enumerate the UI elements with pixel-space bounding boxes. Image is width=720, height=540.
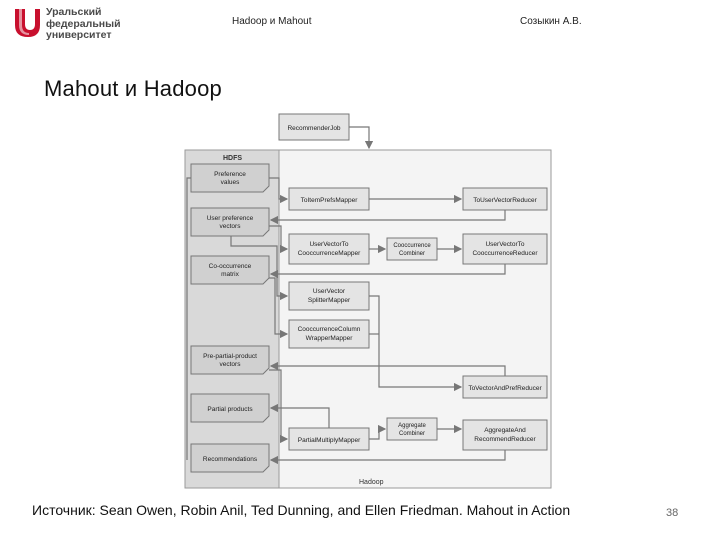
to-vector-and-pref-reducer-box (463, 376, 547, 398)
box-label: CooccurrenceColumn (297, 326, 361, 333)
to-item-prefs-mapper-box (289, 188, 369, 210)
hdfs-file-label: vectors (219, 361, 241, 368)
to-user-vector-reducer-box (463, 188, 547, 210)
hdfs-file-label: Pre-partial-product (203, 353, 257, 360)
hadoop-label: Hadoop (359, 479, 384, 486)
hdfs-file-label: vectors (219, 223, 241, 230)
box-label: Combiner (398, 431, 426, 437)
mahout-hadoop-diagram (183, 110, 553, 490)
box-label: PartialMultiplyMapper (297, 437, 361, 444)
university-logo (10, 6, 130, 42)
aggregate-combiner-box (387, 418, 437, 440)
box-label: UserVectorTo (485, 241, 525, 248)
source-citation: Источник: Sean Owen, Robin Anil, Ted Dunning, and Ellen Friedman. Mahout in Action (32, 502, 571, 518)
box-label: CooccurrenceReducer (472, 250, 538, 257)
header-author: Созыкин А.В. (520, 16, 582, 27)
header-course-title: Hadoop и Mahout (232, 16, 312, 27)
user-vector-to-cooccurrence-mapper-box (289, 234, 369, 264)
box-label: CooccurrenceMapper (297, 250, 361, 257)
partial-multiply-mapper-box (289, 428, 369, 450)
logo-line-2: федеральный (46, 17, 121, 30)
recommender-job-label: RecommenderJob (287, 125, 341, 132)
box-label: UserVectorTo (309, 241, 349, 248)
box-label: Cooccurrence (393, 243, 431, 249)
hdfs-file-preference-values (191, 164, 269, 192)
hdfs-file-partial-products (191, 394, 269, 422)
box-label: ToUserVectorReducer (473, 197, 537, 204)
cooccurrence-combiner-box (387, 238, 437, 260)
box-label: Aggregate (398, 423, 426, 429)
aggregate-and-recommend-reducer-box (463, 420, 547, 450)
hdfs-panel (185, 150, 279, 488)
logo-line-1: Уральский (46, 6, 102, 18)
hdfs-file-recommendations (191, 444, 269, 472)
hdfs-file-label: User preference (206, 215, 254, 222)
slide-title: Mahout и Hadoop (44, 76, 222, 101)
hdfs-file-label: matrix (221, 271, 239, 278)
hdfs-label: HDFS (223, 155, 243, 162)
hdfs-file-user-preference-vectors (191, 208, 269, 236)
hdfs-file-cooccurrence-matrix (191, 256, 269, 284)
logo-line-3: университет (46, 29, 112, 41)
user-vector-to-cooccurrence-reducer-box (463, 234, 547, 264)
hdfs-file-pre-partial-product-vectors (191, 346, 269, 374)
box-label: SplitterMapper (307, 297, 351, 304)
box-label: Combiner (398, 251, 426, 257)
box-label: ToItemPrefsMapper (300, 197, 358, 204)
hdfs-file-label: values (220, 179, 240, 186)
page-number: 38 (666, 507, 679, 519)
box-label: RecommendReducer (474, 436, 536, 443)
hdfs-file-label: Preference (214, 171, 246, 178)
cooccurrence-column-wrapper-mapper-box (289, 320, 369, 348)
hdfs-file-label: Recommendations (202, 456, 258, 463)
box-label: WrapperMapper (305, 335, 353, 342)
box-label: AggregateAnd (484, 427, 526, 434)
hdfs-file-label: Co-occurrence (208, 263, 252, 270)
user-vector-splitter-mapper-box (289, 282, 369, 310)
ural-logo-icon (12, 6, 42, 40)
box-label: UserVector (312, 288, 346, 295)
box-label: ToVectorAndPrefReducer (468, 385, 542, 392)
hdfs-file-label: Partial products (207, 406, 253, 413)
diagram-canvas (183, 110, 553, 490)
